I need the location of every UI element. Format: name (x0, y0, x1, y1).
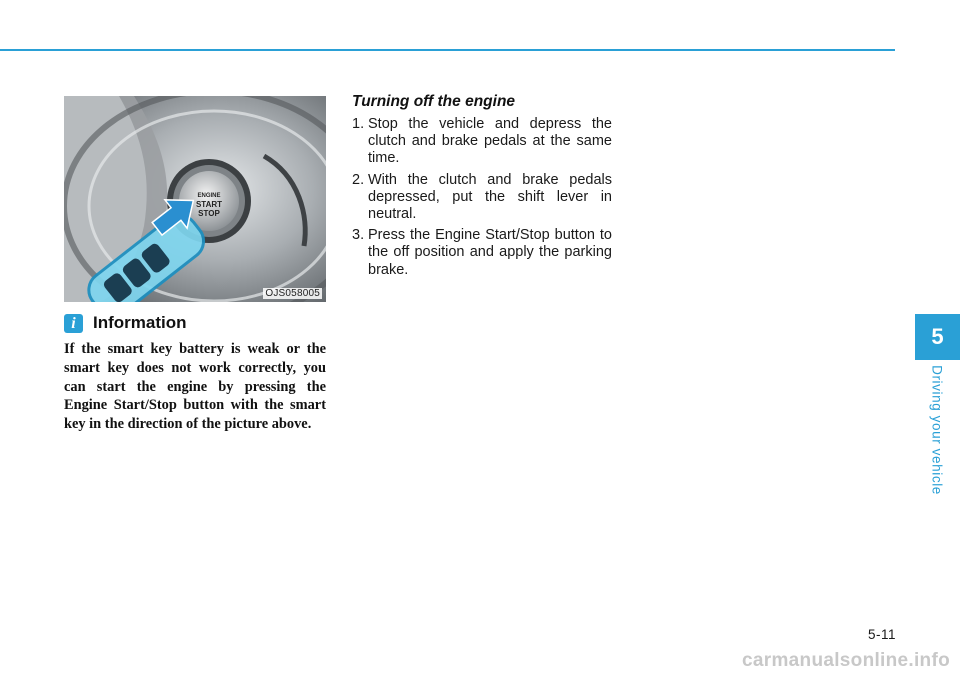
information-body: If the smart key battery is weak or the smart key does not work correctly, you can start the engine by pressing the Engine Start/Stop button with the smart key in the direction of the picture above. (64, 341, 326, 433)
step-number: 2. (352, 171, 365, 188)
step-number: 3. (352, 227, 365, 244)
watermark: carmanualsonline.info (742, 650, 950, 671)
illustration-smart-key (64, 96, 326, 302)
list-item (352, 172, 612, 224)
step-text: Stop the vehicle and depress the clutch and brake pedals at the same time. (368, 116, 612, 167)
list-item (352, 116, 612, 168)
figure-code: OJS058005 (265, 288, 320, 299)
list-item (352, 227, 612, 279)
information-title: Information (93, 313, 187, 332)
chapter-label: Driving your vehicle (929, 365, 945, 495)
button-label-engine: ENGINE (197, 193, 221, 199)
info-icon: i (64, 314, 83, 333)
step-text: Press the Engine Start/Stop button to the off position and apply the parking brake. (368, 227, 612, 278)
step-number: 1. (352, 116, 365, 132)
button-label-start: START (195, 200, 223, 209)
page-number: 5-11 (867, 627, 896, 642)
steps-list (352, 116, 612, 283)
information-heading (64, 312, 187, 334)
figure-smart-key-start-button (64, 96, 326, 302)
step-text: With the clutch and brake pedals depressed, put the shift lever in neutral. (368, 171, 612, 223)
chapter-tab: 5 (915, 314, 960, 360)
button-label-stop: STOP (198, 209, 220, 218)
header-rule (0, 49, 895, 51)
section-title: Turning off the engine (352, 93, 516, 110)
